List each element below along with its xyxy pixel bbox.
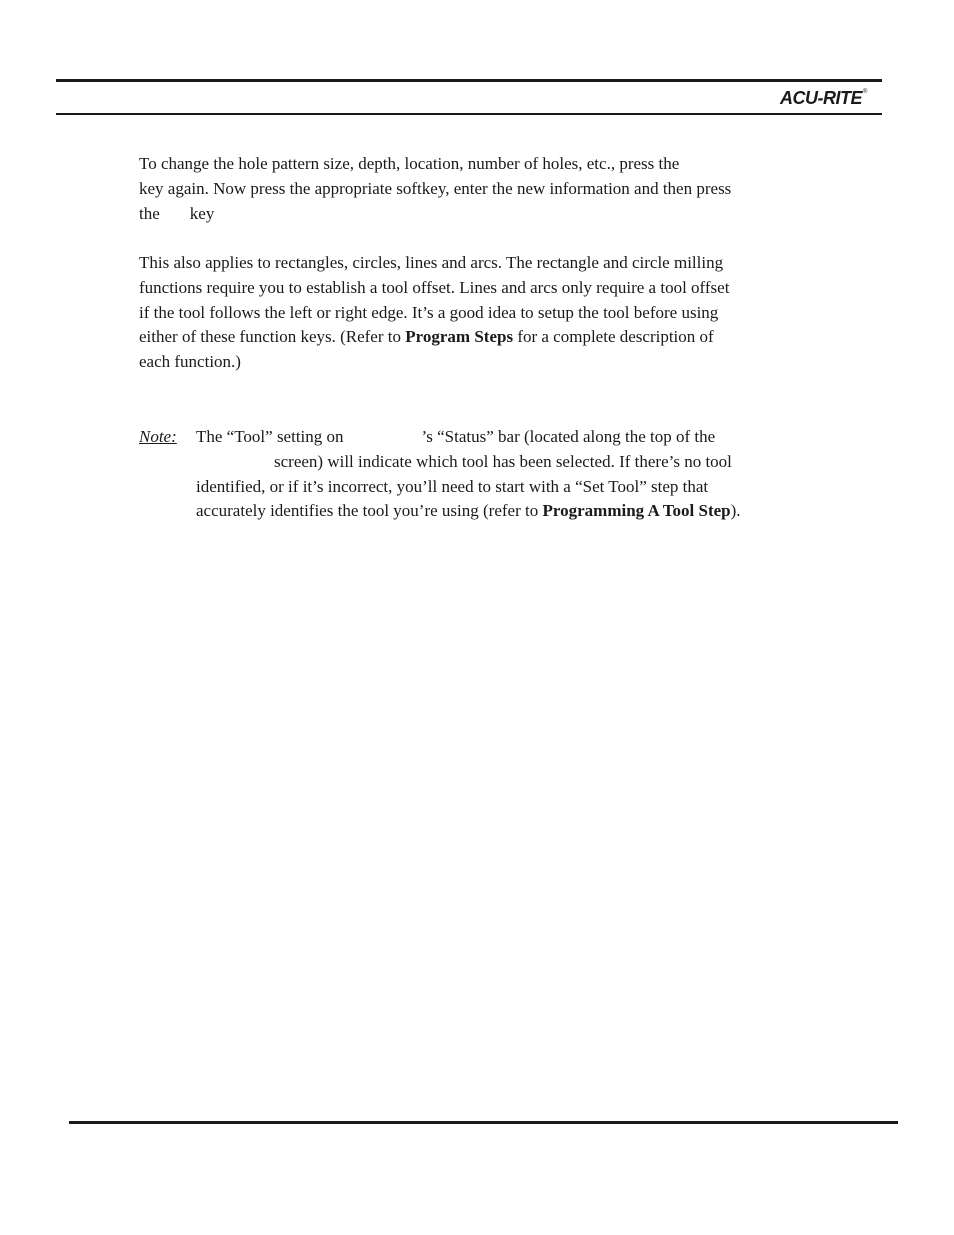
- program-steps-reference: Program Steps: [405, 327, 514, 347]
- text-fragment: The “Tool” setting on: [196, 427, 344, 446]
- footer-rule: [69, 1121, 898, 1124]
- paragraph-line: This also applies to rectangles, circles, lines and arcs. The rectangle and circle milling: [139, 253, 724, 272]
- text-fragment: accurately identifies the tool you’re using (refer to: [196, 501, 543, 521]
- paragraph-line: [139, 325, 819, 350]
- acu-rite-logo: [780, 87, 867, 109]
- paragraph-applies-to-shapes: [139, 251, 819, 375]
- text-fragment: the: [139, 203, 160, 223]
- note-line: [196, 425, 836, 450]
- text-fragment: for a complete description of: [513, 327, 714, 347]
- note-label: Note:: [139, 427, 177, 446]
- paragraph-change-hole-pattern: [139, 152, 819, 226]
- paragraph-line: [139, 202, 819, 227]
- paragraph-line: if the tool follows the left or right edge. It’s a good idea to setup the tool before using: [139, 302, 719, 322]
- text-fragment: ’s “Status” bar (located along the top of the: [421, 427, 716, 446]
- text-fragment: key: [189, 203, 215, 223]
- programming-tool-step-reference: Programming A Tool Step: [542, 501, 731, 521]
- paragraph-line: To change the hole pattern size, depth, location, number of holes, etc., press the: [139, 154, 680, 173]
- text-fragment: screen) will indicate which tool has been selected. If there’s no tool: [274, 451, 732, 471]
- note-line: [196, 499, 836, 524]
- text-fragment: ).: [730, 501, 741, 521]
- paragraph-line: each function.): [139, 352, 241, 372]
- header-rule-top: [56, 79, 882, 82]
- registered-mark: ®: [863, 89, 868, 95]
- header-rule-bottom: [56, 113, 882, 115]
- note-body: [196, 425, 836, 524]
- note-line: identified, or if it’s incorrect, you’ll need to start with a “Set Tool” step that: [196, 476, 709, 496]
- logo-text: ACU-RITE: [780, 88, 862, 108]
- text-fragment: either of these function keys. (Refer to: [139, 327, 406, 347]
- note-line: [196, 450, 836, 475]
- paragraph-line: key again. Now press the appropriate softkey, enter the new information and then press: [139, 178, 732, 198]
- paragraph-line: functions require you to establish a tool offset. Lines and arcs only require a tool offset: [139, 277, 730, 297]
